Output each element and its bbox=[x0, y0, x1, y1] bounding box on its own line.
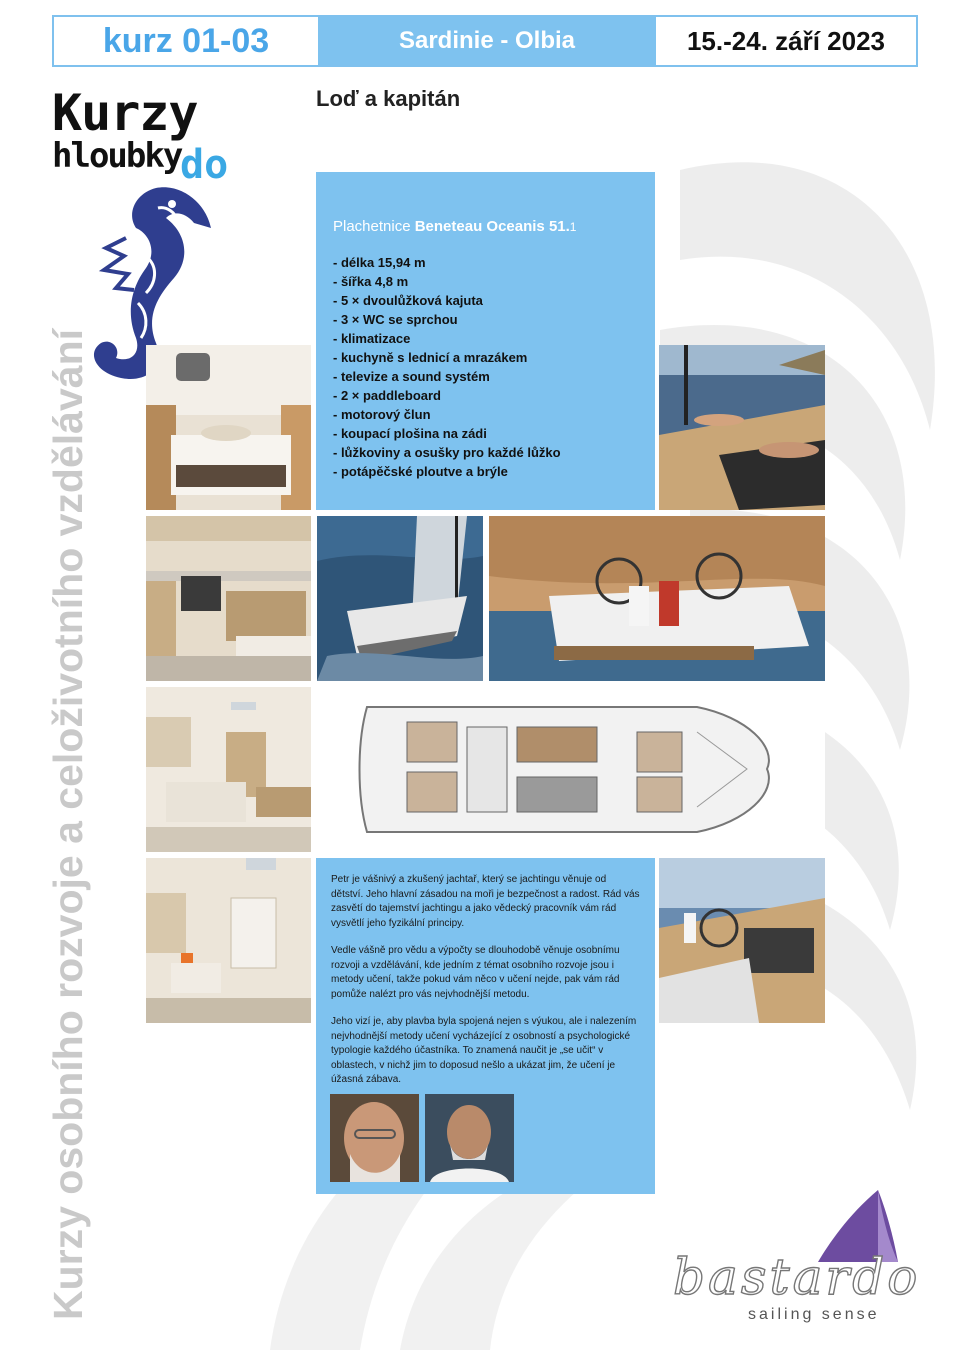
spec-item: - kuchyně s lednicí a mrazákem bbox=[333, 350, 528, 365]
spec-item: - potápěčské ploutve a brýle bbox=[333, 464, 508, 479]
spec-item: - motorový člun bbox=[333, 407, 431, 422]
boat-model-suffix: 1 bbox=[569, 220, 577, 234]
photo-helmsman bbox=[659, 858, 825, 1023]
logo-line-2: hloubky bbox=[52, 136, 182, 176]
captain-portrait-1 bbox=[330, 1094, 419, 1182]
spec-item: - délka 15,94 m bbox=[333, 255, 426, 270]
spec-item: - klimatizace bbox=[333, 331, 411, 346]
course-code: kurz 01-03 bbox=[102, 21, 270, 60]
photo-deck-sunbathing bbox=[659, 345, 825, 510]
boat-title bbox=[333, 218, 639, 235]
photo-sailing bbox=[317, 516, 483, 681]
boat-model: Beneteau Oceanis 51. bbox=[414, 218, 570, 235]
spec-item: - 3 × WC se sprchou bbox=[333, 312, 458, 327]
side-slogan: Kurzy osobního rozvoje a celoživotního vzdělávání bbox=[45, 328, 91, 1320]
header-bar bbox=[52, 15, 918, 67]
logo-line-3: do bbox=[180, 142, 229, 188]
spec-item: - lůžkoviny a osušky pro každé lůžko bbox=[333, 445, 561, 460]
course-location: Sardinie - Olbia bbox=[318, 17, 656, 65]
spec-list bbox=[333, 253, 639, 481]
course-date: 15.-24. září 2023 bbox=[686, 25, 886, 56]
bio-paragraph-1: Petr je vášnivý a zkušený jachtař, který se jachtingu věnuje od dětství. Jeho hlavní zásadou na moři je bezpečnost a radost. Rád vás zasvětí do tajemství jachtingu a jako vědecký pracovník vám rád vysvětlí jeho fyzikální principy. bbox=[331, 874, 640, 929]
brand-tagline: sailing sense bbox=[748, 1306, 880, 1323]
photo-stern-couple bbox=[489, 516, 825, 681]
photo-galley bbox=[146, 516, 311, 681]
spec-item: - 2 × paddleboard bbox=[333, 388, 441, 403]
boat-specs-box bbox=[316, 172, 655, 510]
photo-deck-plan bbox=[317, 687, 825, 852]
bio-paragraph-3: Jeho vizí je, aby plavba byla spojená nejen s výukou, ale i nalezením nejvhodnější metody učení vycházející z osobností a psychologické typologie každého účastníka. To znamená naučit je „se učit“ v oblastech, v nichž jim to doposud nešlo a ukázat jim, že učení je úžasná zábava. bbox=[331, 1016, 637, 1085]
captain-bio-box bbox=[316, 858, 655, 1194]
boat-title-prefix: Plachetnice bbox=[333, 218, 415, 235]
spec-item: - koupací plošina na zádi bbox=[333, 426, 487, 441]
photo-cabin-bed bbox=[146, 345, 311, 510]
logo-line-1: Kurzy bbox=[52, 84, 198, 142]
bastardo-logo bbox=[668, 1190, 948, 1330]
photo-interior bbox=[146, 858, 311, 1023]
brand-name: bastardo bbox=[673, 1248, 921, 1306]
spec-item: - televize a sound systém bbox=[333, 369, 490, 384]
captain-portrait-2 bbox=[425, 1094, 514, 1182]
spec-item: - šířka 4,8 m bbox=[333, 274, 409, 289]
photo-saloon bbox=[146, 687, 311, 852]
section-title: Loď a kapitán bbox=[316, 86, 461, 111]
bio-paragraph-2: Vedle vášně pro vědu a výpočty se dlouhodobě věnuje osobnímu rozvoji a vzdělávání, kde jedním z témat osobního rozvoje jsou i metody učení, takže pokud vám něco v učení nejde, pak vám rád pomůže nalézt pro vás nejvhodnější metodu. bbox=[331, 945, 620, 1000]
spec-item: - 5 × dvoulůžková kajuta bbox=[333, 293, 483, 308]
